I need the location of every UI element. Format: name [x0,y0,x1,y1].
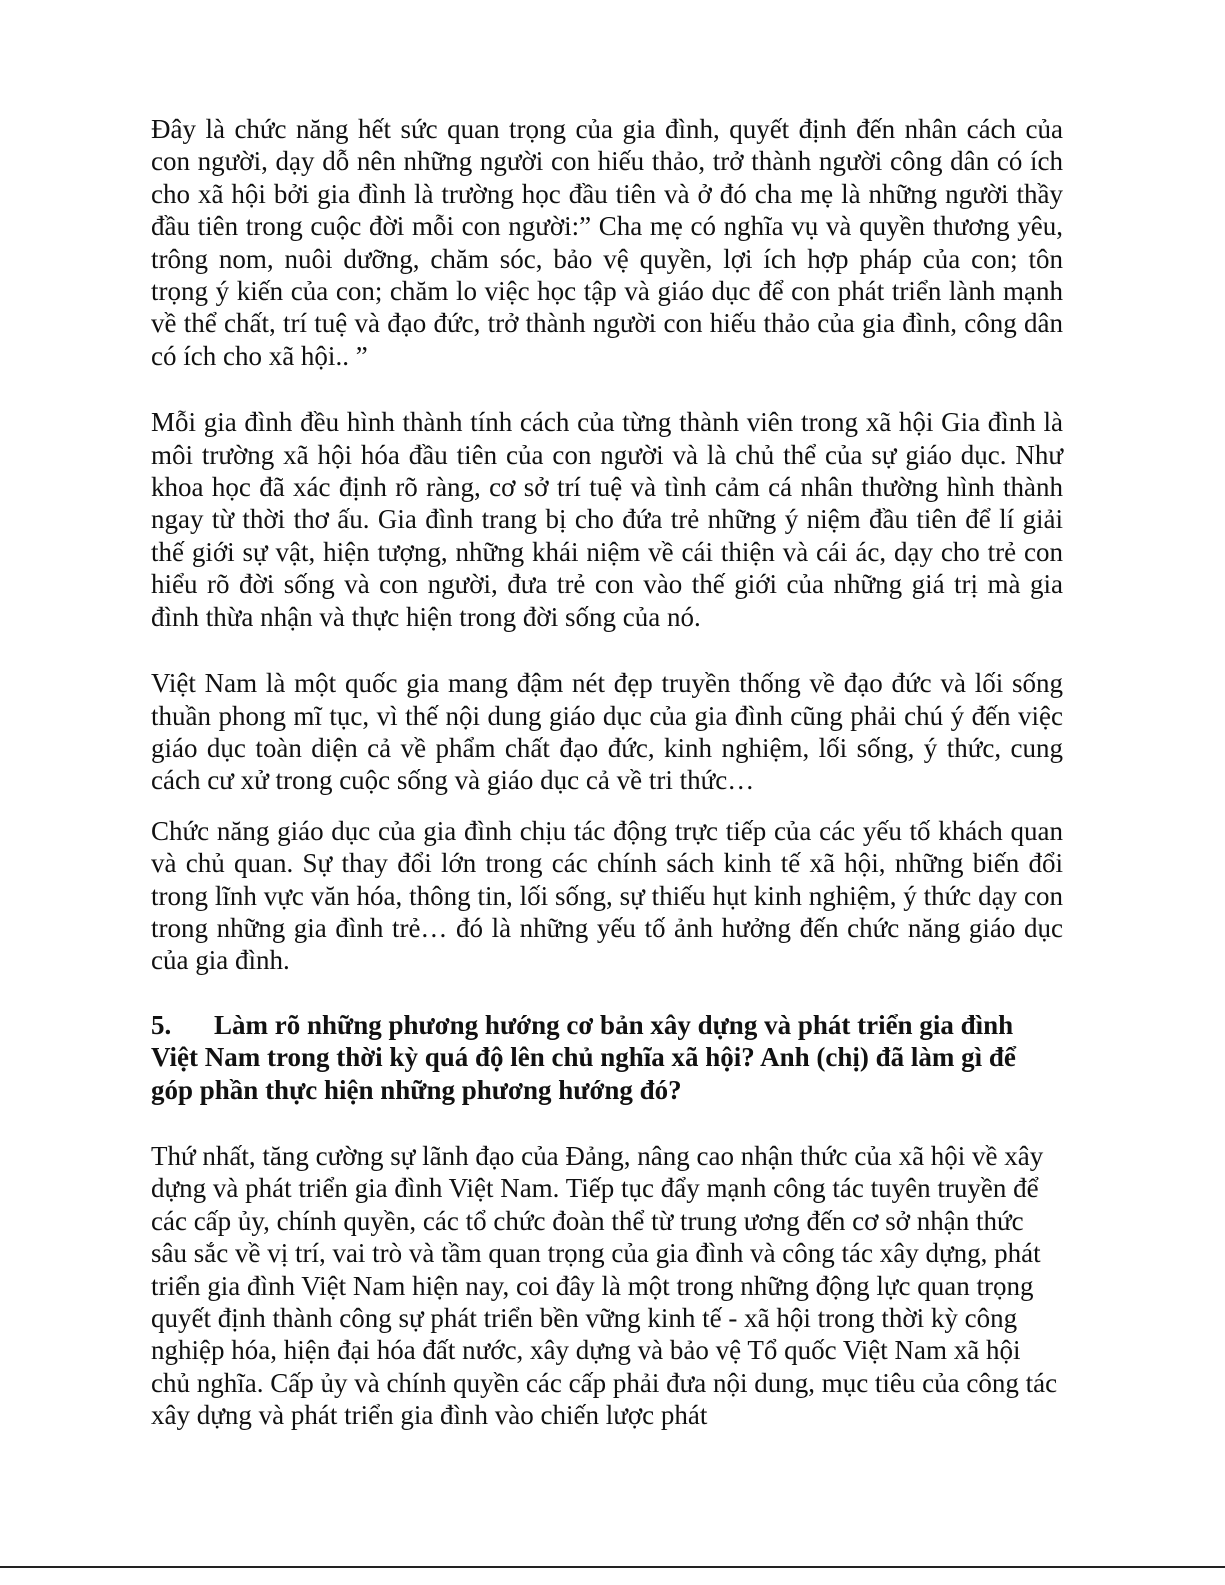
paragraph-education-function: Đây là chức năng hết sức quan trọng của gia đình, quyết định đến nhân cách của con người, dạy dỗ nên những người con hiếu thảo, trở thành người công dân có ích cho xã hội bởi gia đình là trường học đầu tiên và ở đó cha mẹ là những người thầy đầu tiên trong cuộc đời mỗi con người:” Cha mẹ có nghĩa vụ và quyền thương yêu, trông nom, nuôi dưỡng, chăm sóc, bảo vệ quyền, lợi ích hợp pháp của con; tôn trọng ý kiến của con; chăm lo việc học tập và giáo dục để con phát triển lành mạnh về thể chất, trí tuệ và đạo đức, trở thành người con hiếu thảo của gia đình, công dân có ích cho xã hội.. ” [151,114,1063,371]
page-bottom-border [0,1566,1225,1568]
paragraph-first-direction: Thứ nhất, tăng cường sự lãnh đạo của Đảng, nâng cao nhận thức của xã hội về xây dựng và phát triển gia đình Việt Nam. Tiếp tục đẩy mạnh công tác tuyên truyền để các cấp ủy, chính quyền, các tổ chức đoàn thể từ trung ương đến cơ sở nhận thức sâu sắc về vị trí, vai trò và tầm quan trọng của gia đình và công tác xây dựng, phát triển gia đình Việt Nam hiện nay, coi đây là một trong những động lực quan trọng quyết định thành công sự phát triển bền vững kinh tế - xã hội trong thời kỳ công nghiệp hóa, hiện đại hóa đất nước, xây dựng và bảo vệ Tổ quốc Việt Nam xã hội chủ nghĩa. Cấp ủy và chính quyền các cấp phải đưa nội dung, mục tiêu của công tác xây dựng và phát triển gia đình vào chiến lược phát [151,1140,1058,1431]
paragraph-influencing-factors: Chức năng giáo dục của gia đình chịu tác động trực tiếp của các yếu tố khách quan và chủ quan. Sự thay đổi lớn trong các chính sách kinh tế xã hội, những biến đổi trong lĩnh vực văn hóa, thông tin, lối sống, sự thiếu hụt kinh nghiệm, ý thức dạy con trong những gia đình trẻ… đó là những yếu tố ảnh hưởng đến chức năng giáo dục của gia đình. [151,815,1063,976]
section-number: 5. [151,1009,172,1040]
paragraph-family-socialization: Mỗi gia đình đều hình thành tính cách của từng thành viên trong xã hội Gia đình là môi trường xã hội hóa đầu tiên của con người và là chủ thể của sự giáo dục. Như khoa học đã xác định rõ ràng, cơ sở trí tuệ và tình cảm cá nhân thường hình thành ngay từ thời thơ ấu. Gia đình trang bị cho đứa trẻ những ý niệm đầu tiên để lí giải thế giới sự vật, hiện tượng, những khái niệm về cái thiện và cái ác, dạy cho trẻ con hiểu rõ đời sống và con người, đưa trẻ con vào thế giới của những giá trị mà gia đình thừa nhận và thực hiện trong đời sống của nó. [151,407,1063,632]
paragraph-vietnam-tradition: Việt Nam là một quốc gia mang đậm nét đẹp truyền thống về đạo đức và lối sống thuần phong mĩ tục, vì thế nội dung giáo dục của gia đình cũng phải chú ý đến việc giáo dục toàn diện cả về phẩm chất đạo đức, kinh nghiệm, lối sống, ý thức, cung cách cư xử trong cuộc sống và giáo dục cả về tri thức… [151,668,1063,796]
section-heading [151,1009,1063,1106]
page-content [151,113,1063,1432]
section-title: Làm rõ những phương hướng cơ bản xây dựng và phát triển gia đình Việt Nam trong thời kỳ quá độ lên chủ nghĩa xã hội? Anh (chị) đã làm gì để góp phần thực hiện những phương hướng đó? [151,1009,1016,1105]
